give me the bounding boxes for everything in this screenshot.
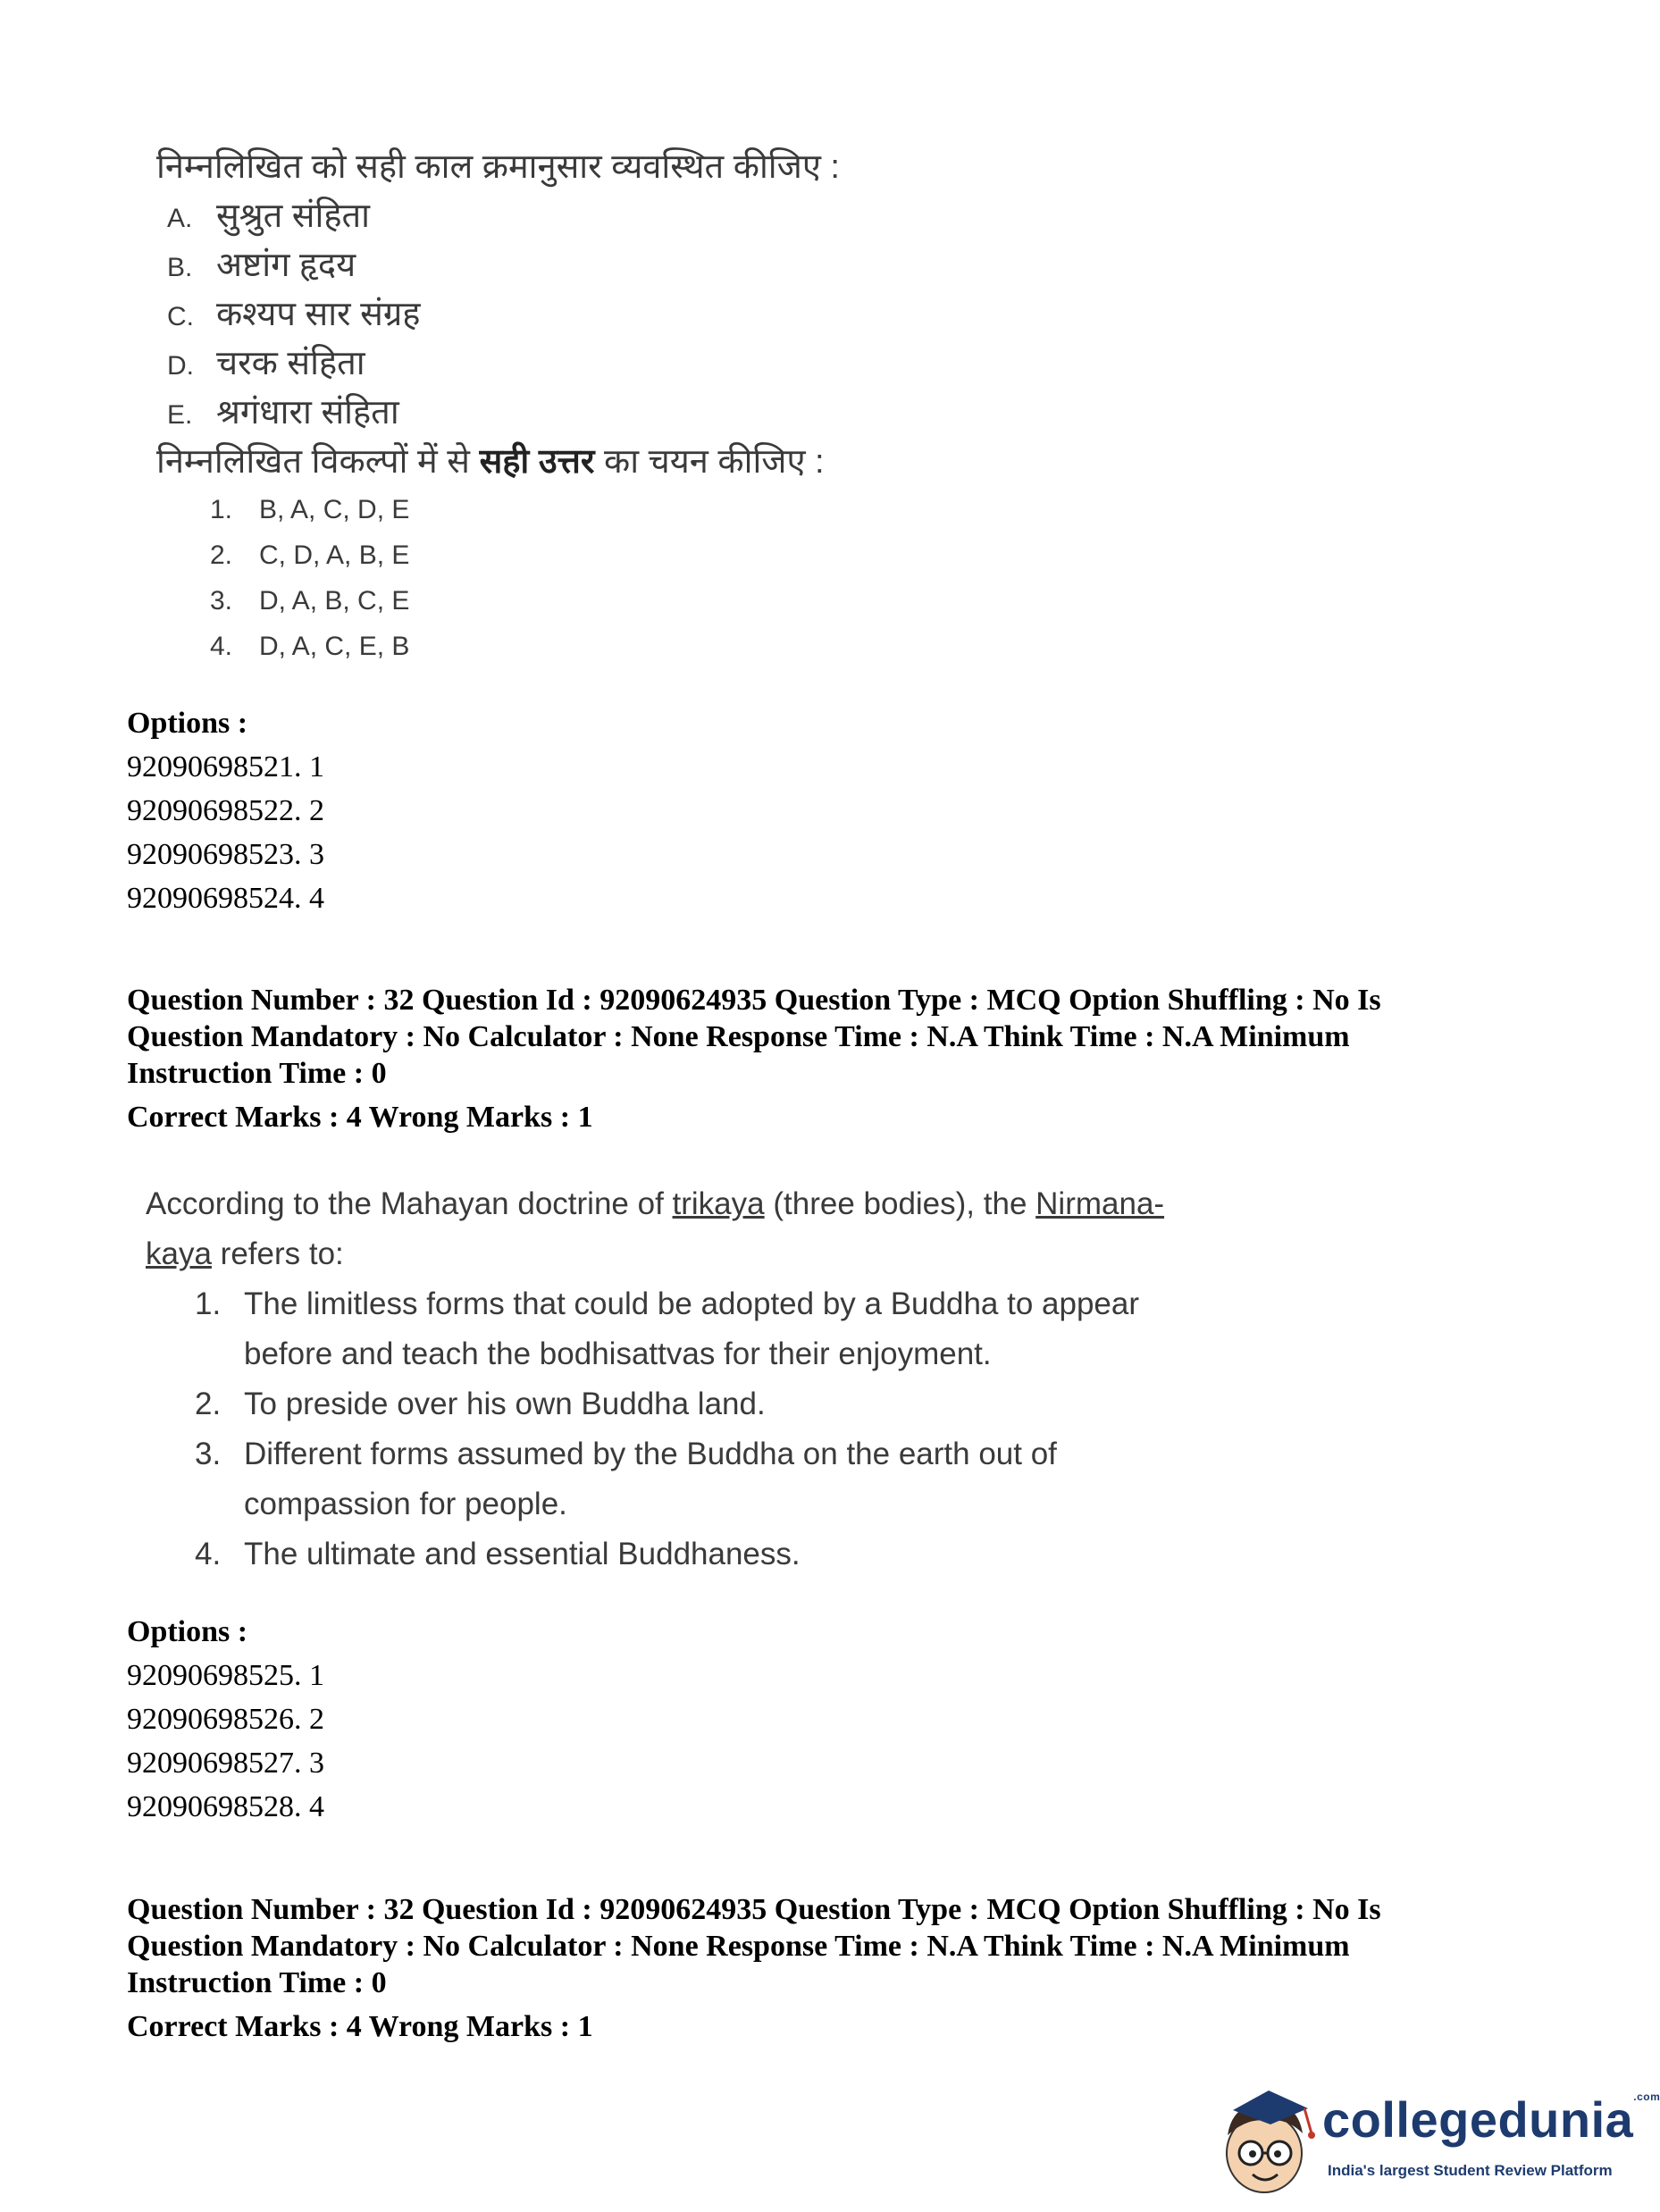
- choice-item: 1. The limitless forms that could be adopted by a Buddha to appear: [195, 1286, 1139, 1321]
- option-item: 92090698524. 4: [127, 882, 324, 915]
- choice-item-cont: before and teach the bodhisattvas for their enjoyment.: [244, 1336, 992, 1371]
- option-item: 92090698522. 2: [127, 794, 324, 827]
- options-label: Options :: [127, 1615, 248, 1648]
- option-item: 92090698527. 3: [127, 1747, 324, 1780]
- list-item: C. कश्यप सार संग्रह: [167, 296, 421, 333]
- question-stem-cont: kaya refers to:: [146, 1236, 344, 1271]
- english-question-block: [146, 1179, 1218, 1579]
- select-instruction: निम्नलिखित विकल्पों में से सही उत्तर का चयन कीजिए :: [156, 443, 825, 481]
- collegedunia-logo: [1215, 2082, 1660, 2198]
- list-item: B. अष्टांग हृदय: [167, 247, 356, 284]
- list-item: E. श्रगंधारा संहिता: [167, 394, 399, 432]
- choice-item: 3. Different forms assumed by the Buddha on the earth out of: [195, 1437, 1057, 1471]
- hindi-question-block: [156, 143, 960, 669]
- marks-line: Correct Marks : 4 Wrong Marks : 1: [127, 2010, 593, 2043]
- choice-item: 2. To preside over his own Buddha land.: [195, 1387, 766, 1421]
- student-mascot-icon: [1215, 2082, 1322, 2198]
- options-label: Options :: [127, 707, 248, 740]
- options-block: [127, 1610, 324, 1829]
- options-block: [127, 701, 324, 920]
- choice-item: 1. B, A, C, D, E: [210, 495, 410, 524]
- option-item: 92090698526. 2: [127, 1703, 324, 1736]
- list-item: A. सुश्रुत संहिता: [167, 197, 371, 235]
- choice-item: 4. The ultimate and essential Buddhaness.: [195, 1537, 801, 1571]
- choice-item-cont: compassion for people.: [244, 1487, 567, 1521]
- option-item: 92090698525. 1: [127, 1659, 324, 1692]
- option-item: 92090698523. 3: [127, 838, 324, 871]
- logo-tagline: India's largest Student Review Platform: [1328, 2162, 1613, 2179]
- option-item: 92090698521. 1: [127, 750, 324, 783]
- choice-item: 3. D, A, B, C, E: [210, 586, 410, 616]
- list-item: D. चरक संहिता: [167, 345, 365, 382]
- logo-wordmark: collegedunia$^{.com}$: [1322, 2091, 1660, 2148]
- marks-line: Correct Marks : 4 Wrong Marks : 1: [127, 1101, 593, 1134]
- question-stem: According to the Mahayan doctrine of trikaya (three bodies), the Nirmana-: [146, 1186, 1165, 1221]
- choice-item: 4. D, A, C, E, B: [210, 632, 410, 661]
- question-meta: Question Number : 32 Question Id : 92090624935 Question Type : MCQ Option Shuffling : No Is Question Mandatory : No Calculator : None Response Time : N.A Think Time : N.A Minimum Instruction Time : 0: [127, 1893, 1381, 1999]
- choice-item: 2. C, D, A, B, E: [210, 540, 410, 570]
- question-meta: Question Number : 32 Question Id : 92090624935 Question Type : MCQ Option Shuffling : No Is Question Mandatory : No Calculator : None Response Time : N.A Think Time : N.A Minimum Instruction Time : 0: [127, 984, 1381, 1090]
- option-item: 92090698528. 4: [127, 1790, 324, 1823]
- question-instruction: निम्नलिखित को सही काल क्रमानुसार व्यवस्थित कीजिए :: [156, 148, 840, 186]
